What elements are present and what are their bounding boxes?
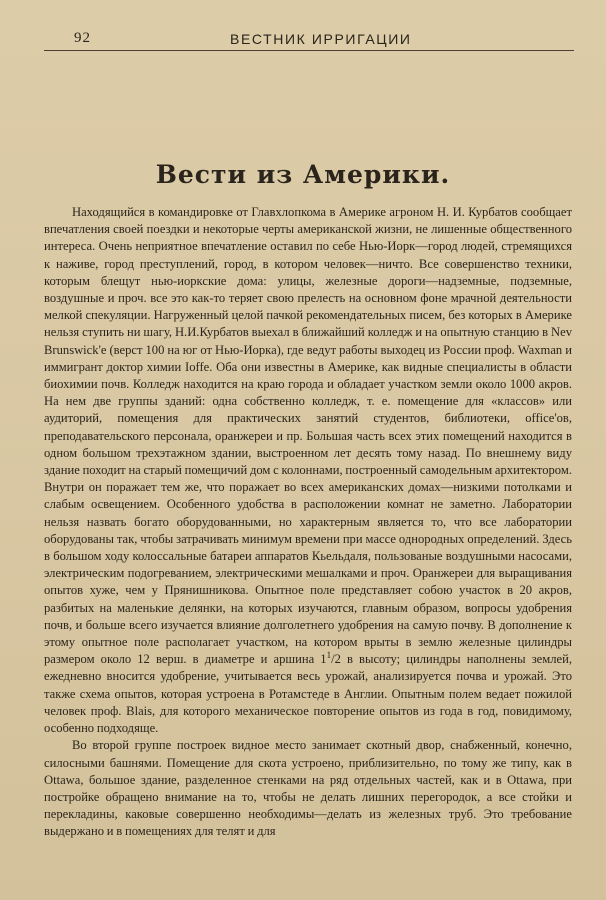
article-body <box>44 204 572 841</box>
running-header <box>44 26 574 51</box>
paragraph-2: Во второй группе построек видное место занимает скотный двор, снабженный, конечно, силосными башнями. Помещение для скота устроено, приблизительно, по тому же типу, как в Ottawa, большое здание, разделенное стенками на ряд отдельных частей, как и в Ottawa, при постройке обращено внимание на то, чтобы не делать лишних перегородок, а все стойки и перекладины, каковые совершенно необходимы—делать из железных труб. Это требование выдержано и в помещениях для телят и для <box>44 738 572 839</box>
article-title: Вести из Америки. <box>155 160 451 189</box>
paragraph-1-text: Находящийся в командировке от Главхлопкома в Америке агроном Н. И. Курбатов сообщает впечатления своей поездки и некоторые черты американской жизни, не лишенные общественного интереса. Очень неприятное впечатление оставил по себе Нью-Иорк—город людей, стремящихся к наживе, город преступлений, город, в котором человек—ничто. Все совершенство техники, которым блещут нью-иоркские дома: улицы, железные дороги—надземные, подземные, воздушные и проч. все это как-то теряет свою прелесть на основном фоне мрачной деятельности мелкой спекуляции. Нагруженный целой пачкой рекомендательных писем, без которых в Америке нельзя ступить ни шагу, Н.И.Курбатов выехал в ближайший колледж и на опытную станцию в Nev Brunswick'е (верст 100 на юг от Нью-Иорка), где ведут работы выходец из России проф. Waxman и иммигрант доктор химии Ioffe. Оба они известны в Америке, как видные специалисты в области биохимии почв. Колледж находится на краю города и обладает участком земли около 1000 акров. На нем две группы зданий: одна собственно колледж, т. е. помещение для «классов» или аудиторий, помещения для практических занятий студентов, библиотеки, office'ов, преподавательского персонала, оранжереи и пр. Большая часть всех этих помещений находится в одном большом трехэтажном здании, выстроенном лет десять тому назад. По внешнему виду здание походит на старый помещичий дом с колоннами, построенный самодельным архитектором. Внутри он поражает тем же, что поражает во всех американских домах—низкими потолками и слабым освещением. Особенного удобства в расположении комнат не заметно. Лаборатории нельзя назвать богато оборудованными, но характерным является то, что все лаборатории оборудованы так, чтобы затрачивать минимум времени при массе однородных определений. Здесь в большом ходу колоссальные батареи аппаратов Кьельдаля, пользованые воздушными насосами, электрическим подогреванием, электрическими мешалками и проч. Оранжереи для выращивания опытов хуже, чем у Прянишникова. Опытное поле представляет собою участок в 20 акров, разбитых на маленькие делянки, на которых изучаются, главным образом, вопросы удобрения почв, и больше всего изучается влияние долголетнего удобрения на самую почву. В дополнение к этому опытное поле располагает участком, на котором врыты в землю железные цилиндры размером около 12 верш. в диаметре и аршина 1 <box>44 205 572 667</box>
page-number: 92 <box>74 30 91 46</box>
fraction-numerator: 1 <box>326 650 332 661</box>
paragraph-1-end: в высоту; цилиндры наполнены землей, ежедневно вносится удобрение, учитывается весь урожай, анализируется почва и урожай. Это также схема опытов, которая устроена в Ротамстеде в Англии. Опытным полем ведает пожилой человек проф. Blais, для которого механическое повторение опытов из года в год, повидимому, особенно подходяще. <box>44 652 572 736</box>
fraction-denominator: 2 <box>334 652 341 667</box>
journal-title: ВЕСТНИК ИРРИГАЦИИ <box>230 31 412 47</box>
paragraph-1: Находящийся в командировке от Главхлопкома в Америке агроном Н. И. Курбатов сообщает впечатления своей поездки и некоторые черты американской жизни, не лишенные общественного интереса. Очень неприятное впечатление оставил по себе Нью-Иорк—город людей, стремящихся к наживе, город преступлений, город, в котором человек—ничто. Все совершенство техники, которым блещут нью-иоркские дома: улицы, железные дороги—надземные, подземные, воздушные и проч. все это как-то теряет свою прелесть на основном фоне мрачной деятельности мелкой спекуляции. Нагруженный целой пачкой рекомендательных писем, без которых в Америке нельзя ступить ни шагу, Н.И.Курбатов выехал в ближайший колледж и на опытную станцию в Nev Brunswick'е (верст 100 на юг от Нью-Иорка), где ведут работы выходец из России проф. Waxman и иммигрант доктор химии Ioffe. Оба они известны в Америке, как видные специалисты в области биохимии почв. Колледж находится на краю города и обладает участком земли около 1000 акров. На нем две группы зданий: одна собственно колледж, т. е. помещение для «классов» или аудиторий, помещения для практических занятий студентов, библиотеки, office'ов, преподавательского персонала, оранжереи и пр. Большая часть всех этих помещений находится в одном большом трехэтажном здании, выстроенном лет десять тому назад. По внешнему виду здание походит на старый помещичий дом с колоннами, построенный самодельным архитектором. Внутри он поражает тем же, что поражает во всех американских домах—низкими потолками и слабым освещением. Особенного удобства в расположении комнат не заметно. Лаборатории нельзя назвать богато оборудованными, но характерным является то, что все лаборатории оборудованы так, чтобы затрачивать минимум времени при массе однородных определений. Здесь в большом ходу колоссальные батареи аппаратов Кьельдаля, пользованые воздушными насосами, электрическим подогреванием, электрическими мешалками и проч. Оранжереи для выращивания опытов хуже, чем у Прянишникова. Опытное поле представляет собою участок в 20 акров, разбитых на маленькие делянки, на которых изучаются, главным образом, вопросы удобрения почв, и больше всего изучается влияние долголетнего удобрения на самую почву. В дополнение к этому опытное поле располагает участком, на котором врыты в землю железные цилиндры размером около 12 верш. в диаметре и аршина $1^1/2$ в высоту; цилиндры наполнены землей, ежедневно вносится удобрение, учитывается весь урожай, анализируется почва и урожай. Это также схема опытов, которая устроена в Ротамстеде в Англии. Опытным полем ведает пожилой человек проф. Blais, для которого механическое повторение опытов из года в год, повидимому, особенно подходяще. <box>44 205 572 736</box>
